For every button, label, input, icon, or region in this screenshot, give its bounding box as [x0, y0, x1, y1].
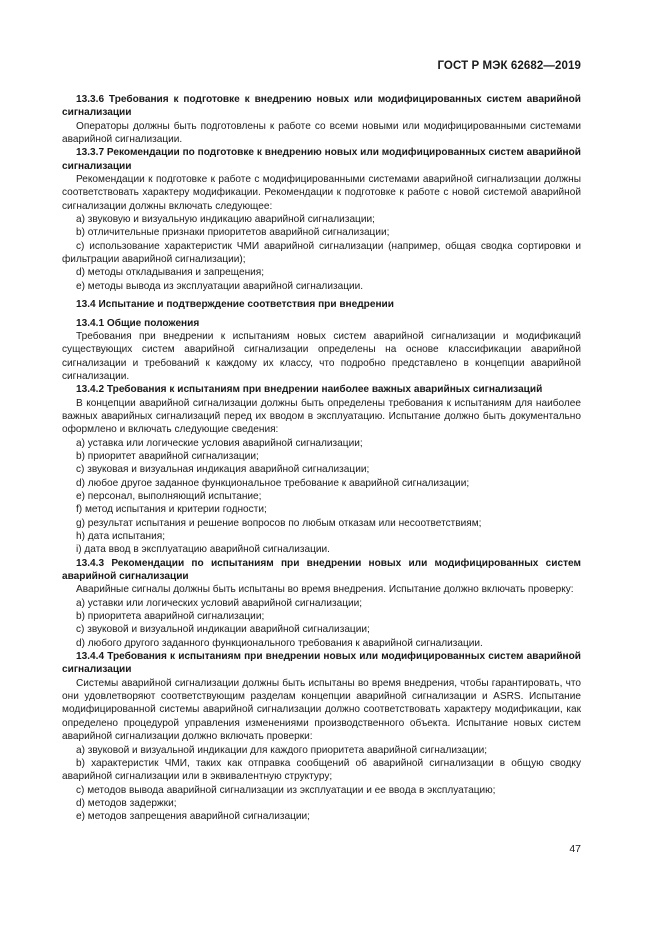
list-item: d) любого другого заданного функционального требования к аварийной сигнализации. — [76, 637, 483, 649]
section-heading-13-4-3: 13.4.3 Рекомендации по испытаниям при внедрении новых или модифицированных систем аварийной сигнализации — [62, 557, 581, 583]
list-item: b) отличительные признаки приоритетов аварийной сигнализации; — [76, 227, 390, 239]
list-item: h) дата испытания; — [76, 531, 166, 542]
section-heading-13-3-7: 13.3.7 Рекомендации по подготовке к внедрению новых или модифицированных систем аварийной сигнализации — [62, 147, 581, 172]
list-item: e) методы вывода из эксплуатации аварийной сигнализации. — [76, 280, 364, 292]
body-paragraph: Требования при внедрении к испытаниям новых систем аварийной сигнализации и модификаций существующих систем аварийной сигнализации определены на основе классификации аварийной сигнализации и требований к каждому их классу, что подробно представлено в концепции аварийной сигнализации. — [62, 330, 581, 382]
list-item: d) методы откладывания и запрещения; — [76, 267, 265, 279]
list-item: f) метод испытания и критерии годности; — [76, 504, 267, 516]
section-heading-13-3-6: 13.3.6 Требования к подготовке к внедрению новых или модифицированных систем аварийной сигнализации — [62, 94, 581, 119]
body-paragraph: Операторы должны быть подготовлены к работе со всеми новыми или модифицированными системами аварийной сигнализации. — [62, 120, 581, 146]
standard-designation: ГОСТ Р МЭК 62682—2019 — [437, 60, 581, 72]
list-item: a) звуковой и визуальной индикации для каждого приоритета аварийной сигнализации; — [76, 744, 488, 756]
list-item: b) характеристик ЧМИ, таких как отправка сообщений об аварийной сигнализации в общую сводку аварийной сигнализации или в эквивалентную структуру; — [62, 757, 581, 783]
list-item: c) методов вывода аварийной сигнализации из эксплуатации и ее ввода в эксплуатацию; — [76, 784, 496, 796]
section-heading-13-4-4: 13.4.4 Требования к испытаниям при внедрении новых или модифицированных систем аварийной сигнализации — [62, 651, 581, 676]
body-paragraph: Системы аварийной сигнализации должны быть испытаны во время внедрения, чтобы гарантировать, что они удовлетворяют соответствующим разделам концепции аварийной сигнализации и ASRS. Испытание модифицированной системы аварийной сигнализации должно соответствовать характеру модификации, как определено процедурой управления изменениями производственного объекта. Испытание новых систем аварийной сигнализации должно включать проверки: — [62, 677, 581, 743]
page-number: 47 — [569, 843, 581, 855]
document-body — [62, 93, 581, 824]
body-paragraph: Аварийные сигналы должны быть испытаны во время внедрения. Испытание должно включать проверку: — [76, 584, 574, 596]
list-item: b) приоритета аварийной сигнализации; — [76, 611, 265, 623]
section-heading-13-4-2: 13.4.2 Требования к испытаниям при внедрении наиболее важных аварийных сигнализаций — [76, 384, 543, 396]
list-item: a) уставка или логические условия аварийной сигнализации; — [76, 437, 363, 449]
list-item: b) приоритет аварийной сигнализации; — [76, 450, 259, 462]
list-item: e) методов запрещения аварийной сигнализации; — [76, 811, 310, 823]
list-item: a) звуковую и визуальную индикацию аварийной сигнализации; — [76, 214, 375, 226]
list-item: e) персонал, выполняющий испытание; — [76, 490, 262, 502]
list-item: g) результат испытания и решение вопросов по любым отказам или несоответствиям; — [76, 517, 482, 529]
body-paragraph: Рекомендации к подготовке к работе с модифицированными системами аварийной сигнализации должны соответствовать характеру модификации. Рекомендации к подготовке к работе с новой системой аварийной сигнализации должны включать следующее: — [62, 174, 581, 212]
list-item: c) звуковая и визуальная индикация аварийной сигнализации; — [76, 464, 370, 476]
body-paragraph: В концепции аварийной сигнализации должны быть определены требования к испытаниям для наиболее важных аварийных сигнализаций перед их вводом в эксплуатацию. Испытание должно быть документально оформлено и включать следующие сведения: — [62, 397, 581, 436]
section-heading-13-4: 13.4 Испытание и подтверждение соответствия при внедрении — [76, 299, 394, 311]
list-item: c) звуковой и визуальной индикации аварийной сигнализации; — [76, 624, 370, 636]
list-item: a) уставки или логических условий аварийной сигнализации; — [76, 597, 363, 609]
list-item: c) использование характеристик ЧМИ аварийной сигнализации (например, общая сводка сортировки и фильтрации аварийной сигнализации); — [62, 240, 581, 266]
list-item: d) методов задержки; — [76, 797, 177, 809]
list-item: d) любое другое заданное функциональное требование к аварийной сигнализации; — [76, 477, 470, 489]
section-heading-13-4-1: 13.4.1 Общие положения — [76, 317, 200, 329]
list-item: i) дата ввод в эксплуатацию аварийной сигнализации. — [76, 544, 330, 556]
